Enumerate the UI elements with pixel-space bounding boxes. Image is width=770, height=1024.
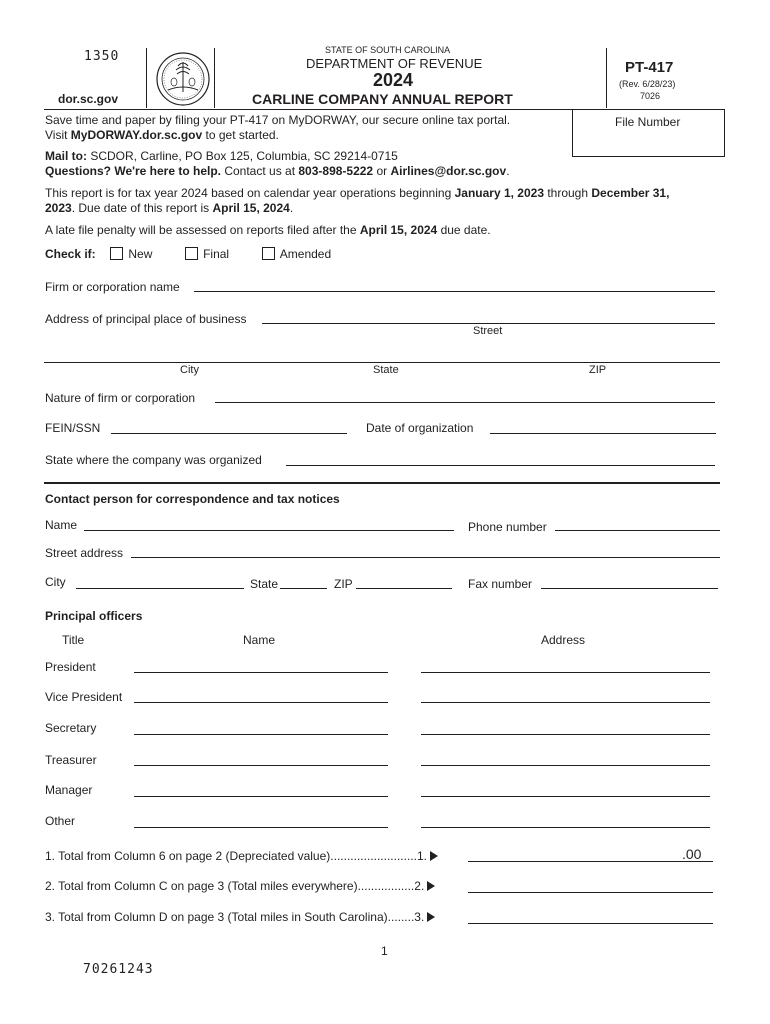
- total-line-3: 3. Total from Column D on page 3 (Total miles in South Carolina)........3.: [45, 909, 435, 925]
- state-name: STATE OF SOUTH CAROLINA: [325, 45, 451, 55]
- form-code: 1350: [84, 49, 120, 64]
- contact-state-label: State: [250, 577, 279, 591]
- president-address-input[interactable]: [421, 672, 710, 673]
- other-address-input[interactable]: [421, 827, 710, 828]
- nature-input[interactable]: [215, 402, 715, 403]
- city-state-zip-input[interactable]: [44, 362, 720, 363]
- arrow-right-icon: [427, 912, 435, 922]
- contact-state-input[interactable]: [280, 588, 327, 589]
- total-1-cents: .00: [682, 846, 702, 862]
- file-number-label: File Number: [615, 115, 681, 129]
- officer-title-secretary: Secretary: [45, 721, 97, 735]
- form-id: PT-417: [625, 59, 674, 76]
- form-revision: (Rev. 6/28/23): [619, 79, 676, 89]
- contact-name-label: Name: [45, 518, 78, 532]
- contact-zip-label: ZIP: [334, 577, 353, 591]
- total-line-1: 1. Total from Column 6 on page 2 (Depreciated value)..........................1.: [45, 848, 438, 864]
- header-divider-seal: [214, 48, 215, 108]
- manager-address-input[interactable]: [421, 796, 710, 797]
- phone-number: 803-898-5222: [298, 164, 374, 178]
- officer-title-president: President: [45, 660, 96, 674]
- manager-name-input[interactable]: [134, 796, 388, 797]
- president-name-input[interactable]: [134, 672, 388, 673]
- secretary-address-input[interactable]: [421, 734, 710, 735]
- nature-label: Nature of firm or corporation: [45, 391, 196, 405]
- questions: Questions? We're here to help. Contact us at 803-898-5222 or Airlines@dor.sc.gov.: [45, 164, 510, 178]
- report-period-line-2: 2023. Due date of this report is April 15, 2024.: [45, 201, 294, 215]
- secretary-name-input[interactable]: [134, 734, 388, 735]
- address-label: Address of principal place of business: [45, 312, 247, 326]
- officer-title-other: Other: [45, 814, 76, 828]
- department-name: DEPARTMENT OF REVENUE: [306, 56, 483, 71]
- check-if-row: [45, 246, 331, 262]
- mail-to: Mail to: SCDOR, Carline, PO Box 125, Columbia, SC 29214-0715: [45, 149, 398, 163]
- file-number-box[interactable]: [572, 109, 725, 157]
- street-input[interactable]: [262, 323, 715, 324]
- officer-title-treasurer: Treasurer: [45, 753, 97, 767]
- contact-city-label: City: [45, 575, 66, 589]
- vice-president-address-input[interactable]: [421, 702, 710, 703]
- city-caption: City: [180, 364, 199, 376]
- contact-heading: Contact person for correspondence and tax notices: [45, 492, 340, 506]
- header-divider-right: [606, 48, 607, 108]
- section-divider: [44, 482, 720, 484]
- state-org-input[interactable]: [286, 465, 715, 466]
- state-caption: State: [373, 364, 399, 376]
- state-seal-icon: [156, 52, 210, 106]
- contact-fax-label: Fax number: [468, 577, 533, 591]
- arrow-right-icon: [427, 881, 435, 891]
- contact-zip-input[interactable]: [356, 588, 452, 589]
- arrow-right-icon: [430, 851, 438, 861]
- intro-line-2: Visit MyDORWAY.dor.sc.gov to get started.: [45, 128, 279, 142]
- date-org-label: Date of organization: [366, 421, 474, 435]
- treasurer-address-input[interactable]: [421, 765, 710, 766]
- officer-title-manager: Manager: [45, 783, 93, 797]
- firm-name-input[interactable]: [194, 291, 715, 292]
- penalty-note: A late file penalty will be assessed on reports filed after the April 15, 2024 due date.: [45, 223, 491, 237]
- form-year: 2024: [373, 70, 414, 90]
- treasurer-name-input[interactable]: [134, 765, 388, 766]
- check-if-label: Check if:: [45, 247, 96, 261]
- email-link[interactable]: Airlines@dor.sc.gov: [390, 164, 507, 178]
- fein-label: FEIN/SSN: [45, 421, 101, 435]
- contact-phone-label: Phone number: [468, 520, 547, 534]
- barcode-code: 70261243: [83, 962, 154, 977]
- col-name: Name: [243, 633, 276, 647]
- header-divider-left: [146, 48, 147, 108]
- form-rev-code: 7026: [640, 91, 661, 101]
- street-caption: Street: [473, 325, 503, 337]
- total-1-input[interactable]: [468, 861, 713, 862]
- contact-street-input[interactable]: [131, 557, 720, 558]
- report-period-line-1: This report is for tax year 2024 based on calendar year operations beginning January 1, 2023 through December 31,: [45, 186, 670, 200]
- contact-phone-input[interactable]: [555, 530, 720, 531]
- contact-fax-input[interactable]: [541, 588, 718, 589]
- firm-name-label: Firm or corporation name: [45, 280, 180, 294]
- page-number: 1: [381, 944, 388, 958]
- total-2-input[interactable]: [468, 892, 713, 893]
- total-3-input[interactable]: [468, 923, 713, 924]
- other-name-input[interactable]: [134, 827, 388, 828]
- form-title: CARLINE COMPANY ANNUAL REPORT: [252, 91, 513, 107]
- zip-caption: ZIP: [589, 364, 607, 376]
- officer-title-vice-president: Vice President: [45, 690, 123, 704]
- col-title: Title: [62, 633, 85, 647]
- officers-heading: Principal officers: [45, 609, 143, 623]
- website: dor.sc.gov: [58, 92, 119, 106]
- date-org-input[interactable]: [490, 433, 716, 434]
- col-address: Address: [541, 633, 586, 647]
- new-checkbox[interactable]: New: [110, 247, 152, 261]
- contact-name-input[interactable]: [84, 530, 454, 531]
- vice-president-name-input[interactable]: [134, 702, 388, 703]
- amended-checkbox[interactable]: Amended: [262, 247, 331, 261]
- portal-link[interactable]: MyDORWAY.dor.sc.gov: [70, 128, 203, 142]
- fein-input[interactable]: [111, 433, 347, 434]
- final-checkbox[interactable]: Final: [185, 247, 229, 261]
- total-line-2: 2. Total from Column C on page 3 (Total miles everywhere).................2.: [45, 878, 435, 894]
- contact-street-label: Street address: [45, 546, 124, 560]
- intro-line-1: Save time and paper by filing your PT-417 on MyDORWAY, our secure online tax portal.: [45, 113, 511, 127]
- state-org-label: State where the company was organized: [45, 453, 262, 467]
- contact-city-input[interactable]: [76, 588, 244, 589]
